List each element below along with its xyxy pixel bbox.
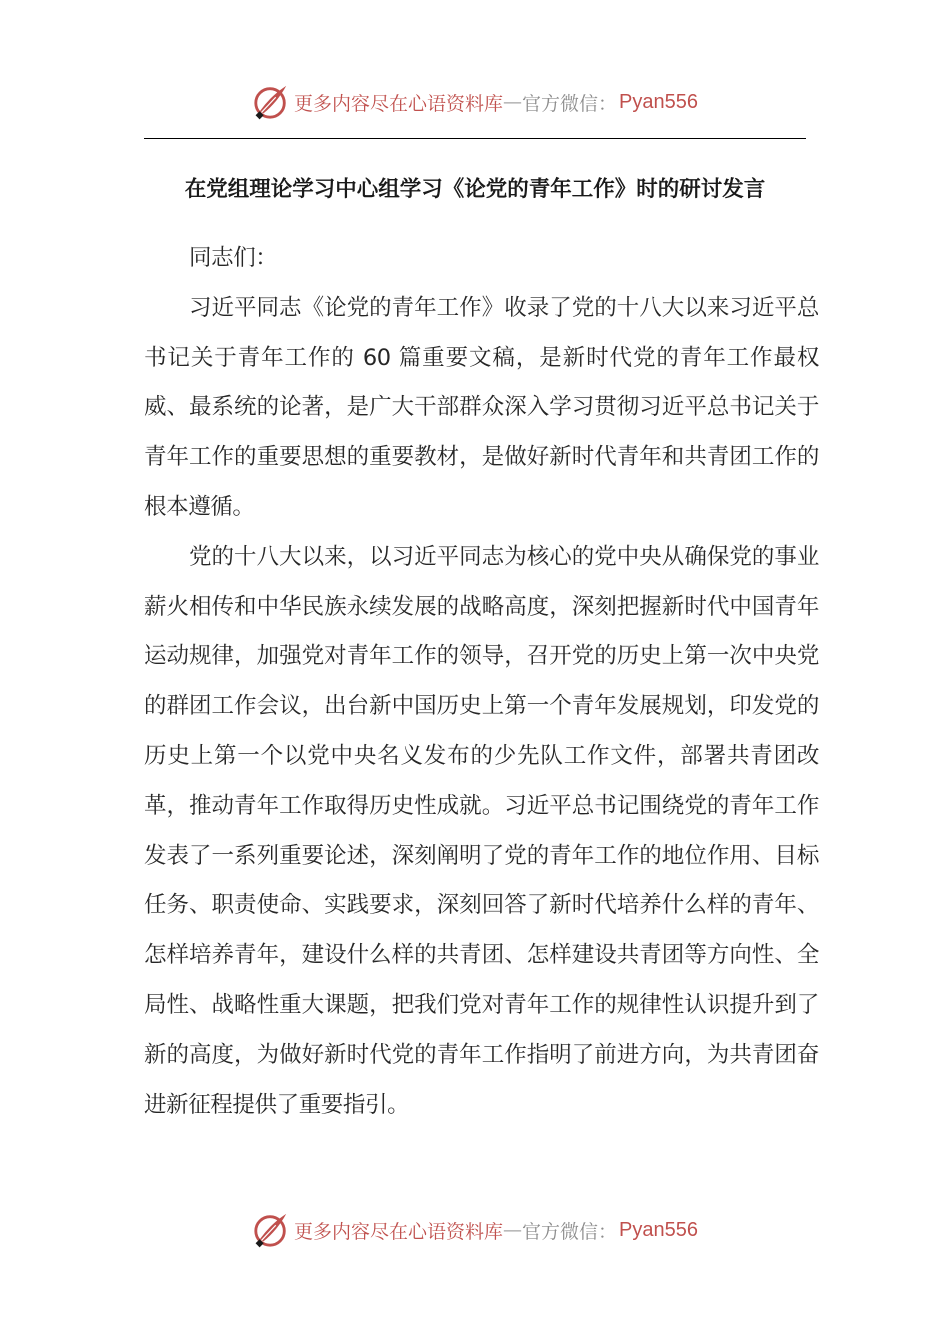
- header-separator: —: [503, 91, 523, 113]
- header-divider: [144, 138, 806, 139]
- quill-logo-icon: [252, 1211, 290, 1249]
- footer-separator: —: [503, 1219, 523, 1241]
- paragraph-1: 习近平同志《论党的青年工作》收录了党的十八大以来习近平总书记关于青年工作的 60 篇重要文稿，是新时代党的青年工作最权威、最系统的论著，是广大干部群众深入学习贯彻习近平总书记关于青年工作的重要思想的重要教材，是做好新时代青年和共青团工作的根本遵循。: [144, 294, 819, 520]
- header-banner: [0, 80, 950, 124]
- document-title: 在党组理论学习中心组学习《论党的青年工作》时的研讨发言: [184, 177, 766, 202]
- footer-wechat-label: 官方微信：: [522, 1220, 618, 1243]
- header-wechat-id: Pyan556: [619, 90, 698, 113]
- document-body: [144, 234, 819, 1130]
- footer-wechat-id: Pyan556: [619, 1218, 698, 1241]
- quill-logo-icon: [252, 83, 290, 121]
- salutation: 同志们：: [189, 245, 278, 271]
- header-brand-text: 更多内容尽在心语资料库: [294, 92, 504, 115]
- paragraph-2: 党的十八大以来，以习近平同志为核心的党中央从确保党的事业薪火相传和中华民族永续发展的战略高度，深刻把握新时代中国青年运动规律，加强党对青年工作的领导，召开党的历史上第一次中央党的群团工作会议，出台新中国历史上第一个青年发展规划，印发党的历史上第一个以党中央名义发布的少先队工作文件，部署共青团改革，推动青年工作取得历史性成就。习近平总书记围绕党的青年工作发表了一系列重要论述，深刻阐明了党的青年工作的地位作用、目标任务、职责使命、实践要求，深刻回答了新时代培养什么样的青年、怎样培养青年，建设什么样的共青团、怎样建设共青团等方向性、全局性、战略性重大课题，把我们党对青年工作的规律性认识提升到了新的高度，为做好新时代党的青年工作指明了前进方向，为共青团奋进新征程提供了重要指引。: [144, 543, 819, 1118]
- footer-banner: [0, 1208, 950, 1252]
- footer-brand-text: 更多内容尽在心语资料库: [294, 1220, 504, 1243]
- header-wechat-label: 官方微信：: [522, 92, 618, 115]
